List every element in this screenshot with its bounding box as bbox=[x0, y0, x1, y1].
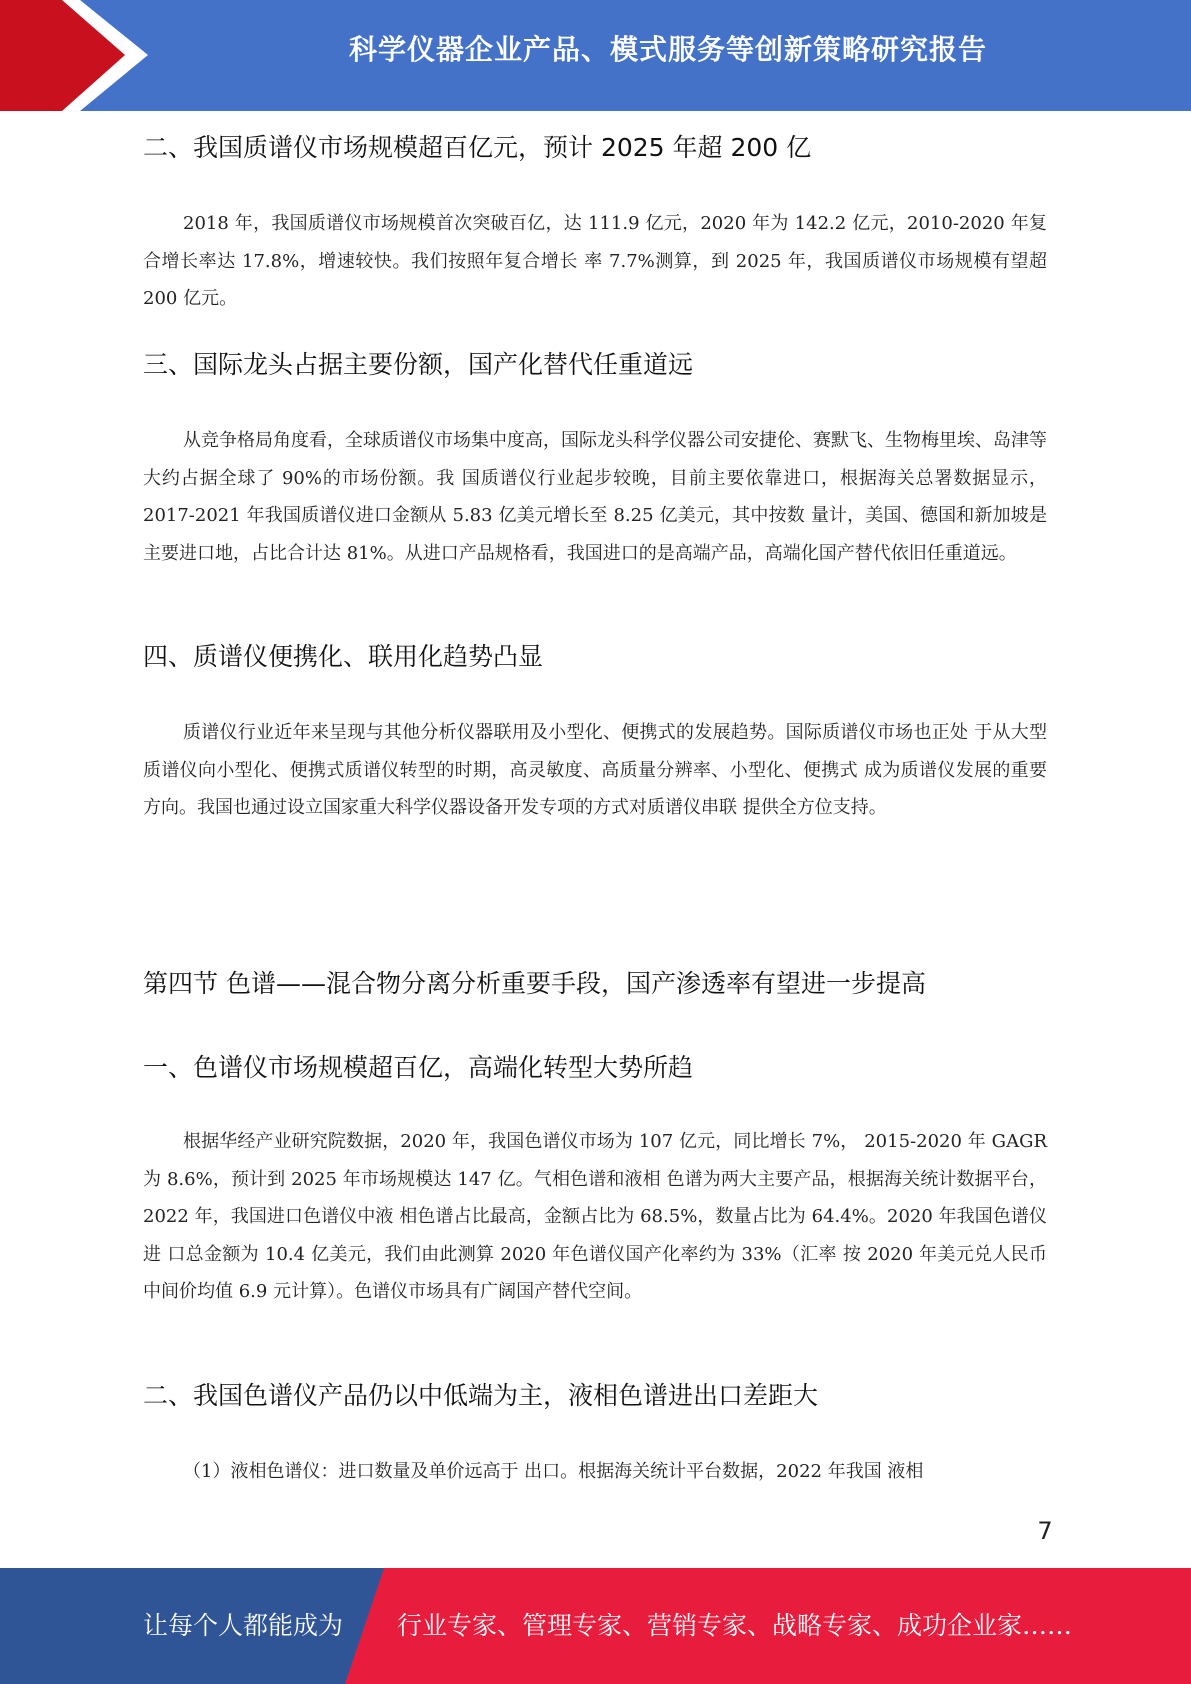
section-heading: 三、国际龙头占据主要份额，国产化替代任重道远 bbox=[143, 350, 694, 379]
footer-slogan-right: 行业专家、管理专家、营销专家、战略专家、成功企业家…… bbox=[397, 1611, 1073, 1640]
section-heading: 二、我国色谱仪产品仍以中低端为主，液相色谱进出口差距大 bbox=[143, 1381, 819, 1410]
section-paragraph: 2018 年，我国质谱仪市场规模首次突破百亿，达 111.9 亿元，2020 年为 142.2 亿元，2010-2020 年复合增长率达 17.8%，增速较快。我们按照年复合增长 率 7.7%测算，到 2025 年，我国质谱仪市场规模有望超 200 亿元。 bbox=[143, 213, 1047, 309]
section-heading: 二、我国质谱仪市场规模超百亿元，预计 2025 年超 200 亿 bbox=[143, 133, 812, 162]
chevron-arrow-icon bbox=[0, 0, 160, 111]
page-number: 7 bbox=[1037, 1517, 1053, 1545]
section-heading: 四、质谱仪便携化、联用化趋势凸显 bbox=[143, 642, 544, 671]
chapter-heading: 第四节 色谱——混合物分离分析重要手段，国产渗透率有望进一步提高 bbox=[143, 969, 926, 998]
footer-slogan-left: 让每个人都能成为 bbox=[143, 1611, 344, 1640]
footer-banner bbox=[0, 1568, 1191, 1684]
report-header-banner bbox=[0, 0, 1191, 111]
section-paragraph: 从竞争格局角度看，全球质谱仪市场集中度高，国际龙头科学仪器公司安捷伦、赛默飞、生物梅里埃、岛津等大约占据全球了 90%的市场份额。我 国质谱仪行业起步较晚，目前主要依靠进口，根据海关总署数据显示，2017-2021 年我国质谱仪进口金额从 5.83 亿美元增长至 8.25 亿美元，其中按数 量计，美国、德国和新加坡是主要进口地，占比合计达 81%。从进口产品规格看，我国进口的是高端产品，高端化国产替代依旧任重道远。 bbox=[143, 430, 1047, 564]
section-paragraph: （1）液相色谱仪：进口数量及单价远高于 出口。根据海关统计平台数据，2022 年我国 液相 bbox=[183, 1461, 924, 1482]
section-heading: 一、色谱仪市场规模超百亿，高端化转型大势所趋 bbox=[143, 1053, 694, 1082]
section-paragraph: 根据华经产业研究院数据，2020 年，我国色谱仪市场为 107 亿元，同比增长 7%， 2015-2020 年 GAGR 为 8.6%，预计到 2025 年市场规模达 147 亿。气相色谱和液相 色谱为两大主要产品，根据海关统计数据平台，2022 年，我国进口色谱仪中液 相色谱占比最高，金额占比为 68.5%，数量占比为 64.4%。2020 年我国色谱仪进 口总金额为 10.4 亿美元，我们由此测算 2020 年色谱仪国产化率约为 33%（汇率 按 2020 年美元兑人民币中间价均值 6.9 元计算）。色谱仪市场具有广阔国产替代空间。 bbox=[143, 1131, 1047, 1302]
report-title: 科学仪器企业产品、模式服务等创新策略研究报告 bbox=[348, 33, 987, 66]
section-paragraph: 质谱仪行业近年来呈现与其他分析仪器联用及小型化、便携式的发展趋势。国际质谱仪市场也正处 于从大型质谱仪向小型化、便携式质谱仪转型的时期，高灵敏度、高质量分辨率、小型化、便携式 成为质谱仪发展的重要方向。我国也通过设立国家重大科学仪器设备开发专项的方式对质谱仪串联 提供全方位支持。 bbox=[143, 722, 1047, 818]
